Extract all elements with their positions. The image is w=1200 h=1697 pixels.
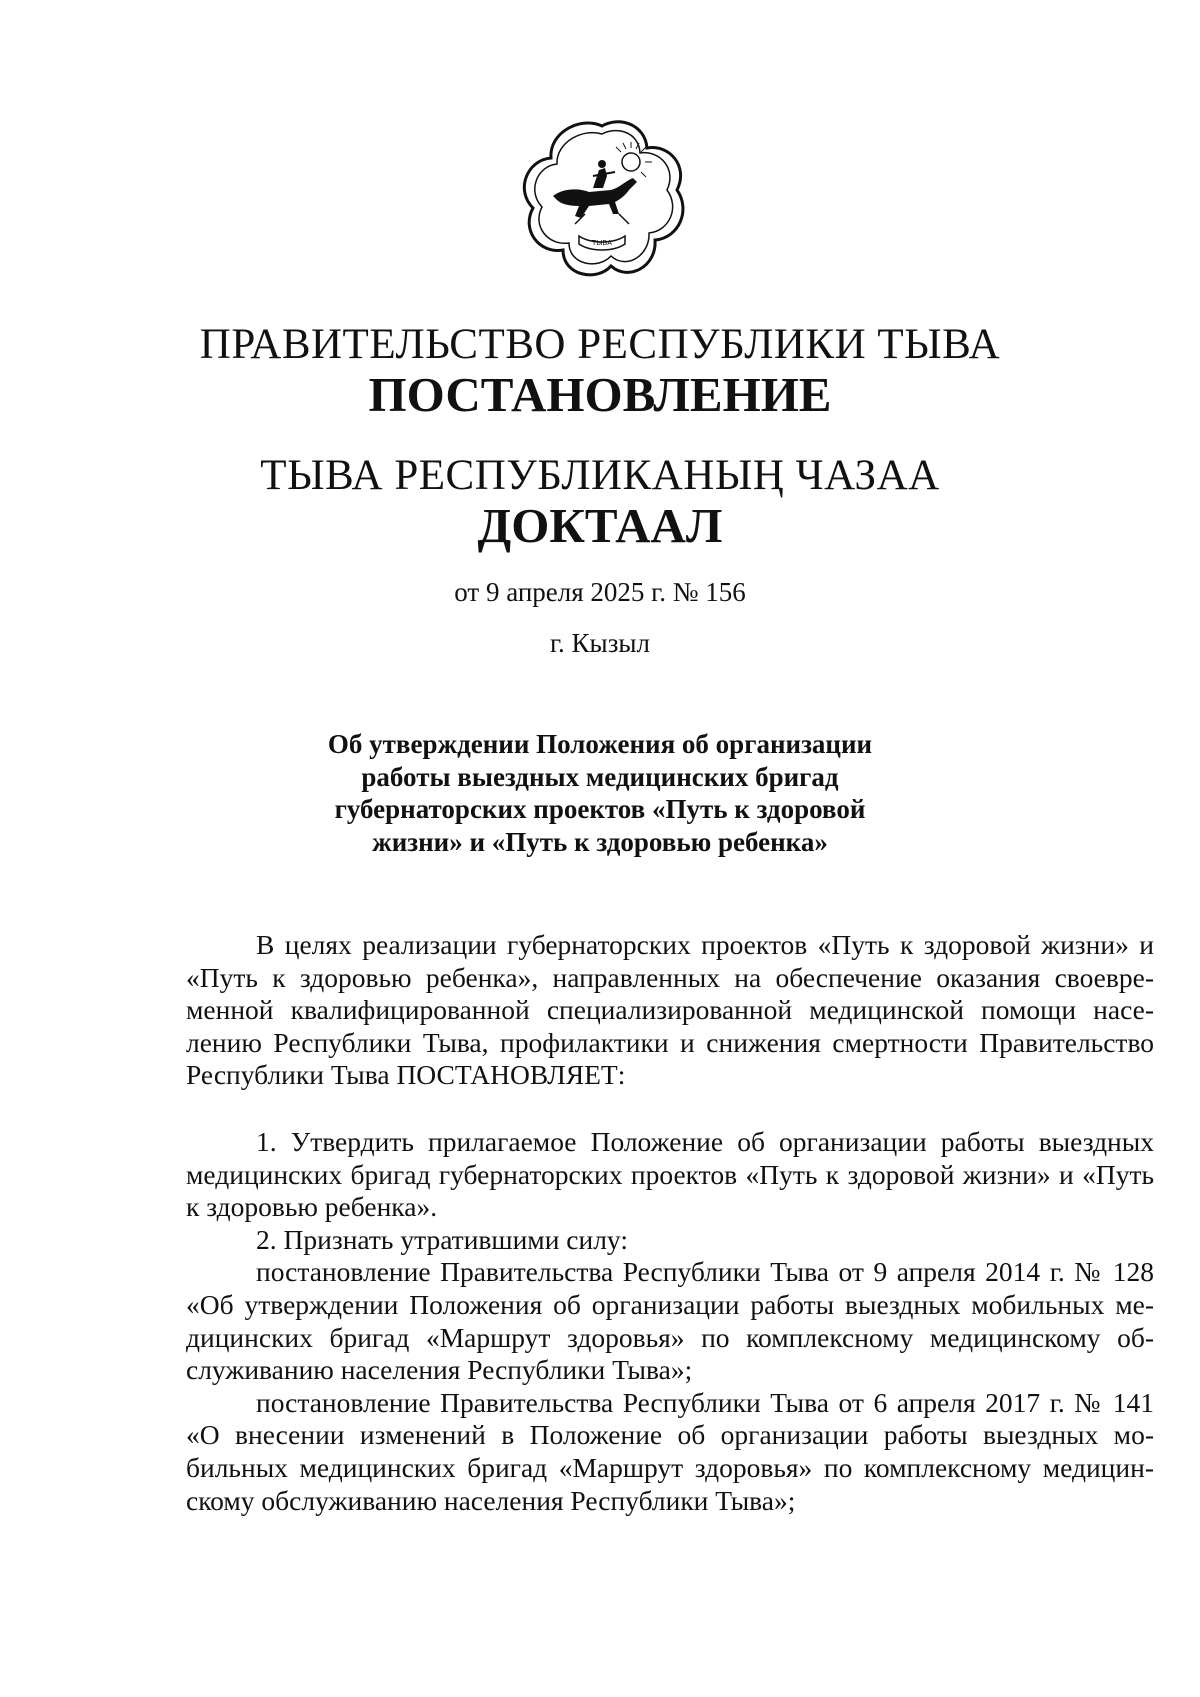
tuva-coat-of-arms-icon: [519, 118, 685, 282]
document-title: [280, 728, 920, 858]
document-type-ru: ПОСТАНОВЛЕНИЕ: [368, 367, 832, 422]
document-date-number: от 9 апреля 2025 г. № 156: [454, 577, 746, 607]
title-line: губернаторских проектов «Путь к здоровой: [334, 794, 866, 824]
title-line: жизни» и «Путь к здоровью ребенка»: [372, 826, 828, 857]
document-city: г. Кызыл: [550, 628, 650, 658]
government-name-ru: ПРАВИТЕЛЬСТВО РЕСПУБЛИКИ ТЫВА: [199, 321, 1001, 368]
title-line: работы выездных медицинских бригад: [361, 761, 839, 792]
document-type-tyv: ДОКТААЛ: [477, 498, 723, 553]
document-body: [186, 929, 1154, 1517]
preamble-paragraph: В целях реализации губернаторских проектов «Путь к здоровой жизни» и «Путь к здоровью ребенка», направленных на обеспечение оказания своевременной квалифицированной специализированной медицинской помощи населению Республики Тыва, профилактики и снижения смертности Правительство Республики Тыва ПОСТАНОВЛЯЕТ:: [186, 929, 1154, 1091]
item-2-repealed-act-2014: постановление Правительства Республики Тыва от 9 апреля 2014 г. № 128 «Об утверждении Положения об организации работы выездных мобильных медицинских бригад «Маршрут здоровья» по комплексному медицинскому обслуживанию населения Республики Тыва»;: [186, 1256, 1154, 1386]
svg-text:ТЫВА: ТЫВА: [591, 239, 613, 247]
title-line: Об утверждении Положения об организации: [327, 729, 873, 759]
item-2-repealed-act-2017: постановление Правительства Республики Тыва от 6 апреля 2017 г. № 141 «О внесении изменений в Положение об организации работы выездных мобильных медицинских бригад «Маршрут здоровья» по комплексному медицинскому обслуживанию населения Республики Тыва»;: [186, 1386, 1154, 1516]
government-name-tyv: ТЫВА РЕСПУБЛИКАНЫҢ ЧАЗАА: [260, 452, 940, 499]
item-2-paragraph: 2. Признать утратившими силу:: [256, 1223, 628, 1255]
item-1-paragraph: 1. Утвердить прилагаемое Положение об организации работы выездных медицинских бригад губернаторских проектов «Путь к здоровой жизни» и «Путь к здоровью ребенка».: [186, 1125, 1154, 1223]
